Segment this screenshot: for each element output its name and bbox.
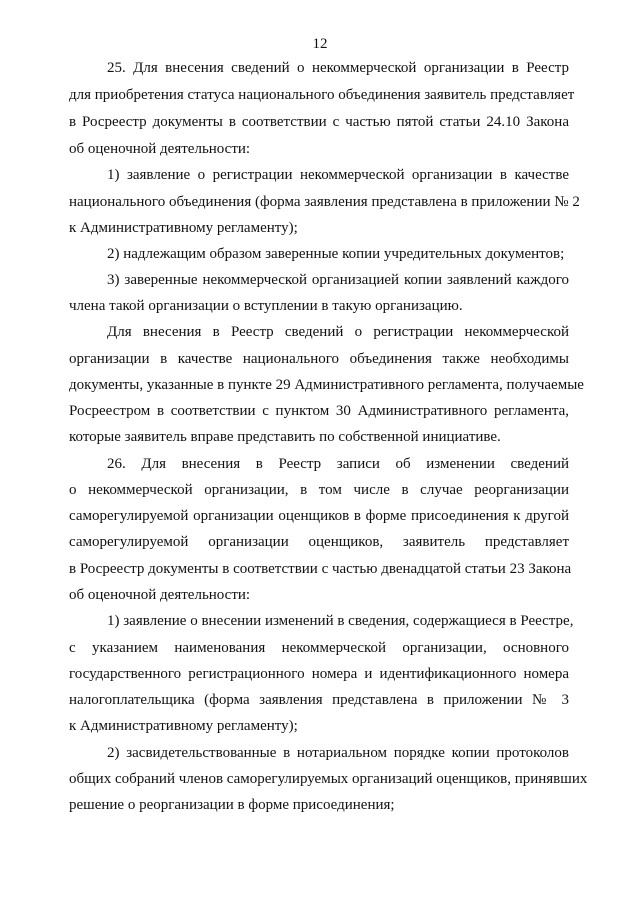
text-line: 3) заверенные некоммерческой организацией копии заявлений каждого [107,272,569,288]
text-line: Для внесения в Реестр сведений о регистрации некоммерческой [107,324,569,340]
text-line: организации в качестве национального объединения также необходимы [69,351,569,367]
text-line: об оценочной деятельности: [69,587,251,603]
text-line: 1) заявление о внесении изменений в сведения, содержащиеся в Реестре, [107,613,574,629]
text-line: общих собраний членов саморегулируемых организаций оценщиков, принявших [69,771,588,787]
text-line: государственного регистрационного номера и идентификационного номера [69,666,569,682]
text-line: в Росреестр документы в соответствии с частью пятой статьи 24.10 Закона [69,114,569,130]
text-line: которые заявитель вправе представить по собственной инициативе. [69,429,501,445]
text-line: к Административному регламенту); [69,718,298,734]
text-line: решение о реорганизации в форме присоединения; [69,797,395,813]
text-line: члена такой организации о вступлении в такую организацию. [69,298,463,314]
text-line: национального объединения (форма заявления представлена в приложении № 2 [69,194,580,210]
text-line: с указанием наименования некоммерческой организации, основного [69,640,569,656]
text-line: саморегулируемой организации оценщиков, заявитель представляет [69,534,569,550]
text-line: 26. Для внесения в Реестр записи об изменении сведений [107,456,569,472]
page-number: 12 [312,36,328,52]
text-line: в Росреестр документы в соответствии с частью двенадцатой статьи 23 Закона [69,561,572,577]
text-line: саморегулируемой организации оценщиков в форме присоединения к другой [69,508,569,524]
text-line: о некоммерческой организации, в том числе в случае реорганизации [69,482,569,498]
text-line: 1) заявление о регистрации некоммерческой организации в качестве [107,167,569,183]
text-line: Росреестром в соответствии с пунктом 30 Административного регламента, [69,403,569,419]
text-line: 25. Для внесения сведений о некоммерческой организации в Реестр [107,60,569,76]
text-line: 2) надлежащим образом заверенные копии учредительных документов; [107,246,565,262]
text-line: документы, указанные в пункте 29 Административного регламента, получаемые [69,377,584,393]
text-line: к Административному регламенту); [69,220,298,236]
text-line: 2) засвидетельствованные в нотариальном порядке копии протоколов [107,745,569,761]
text-line: налогоплательщика (форма заявления представлена в приложении № 3 [69,692,569,708]
text-line: для приобретения статуса национального объединения заявитель представляет [69,87,575,103]
text-line: об оценочной деятельности: [69,141,251,157]
